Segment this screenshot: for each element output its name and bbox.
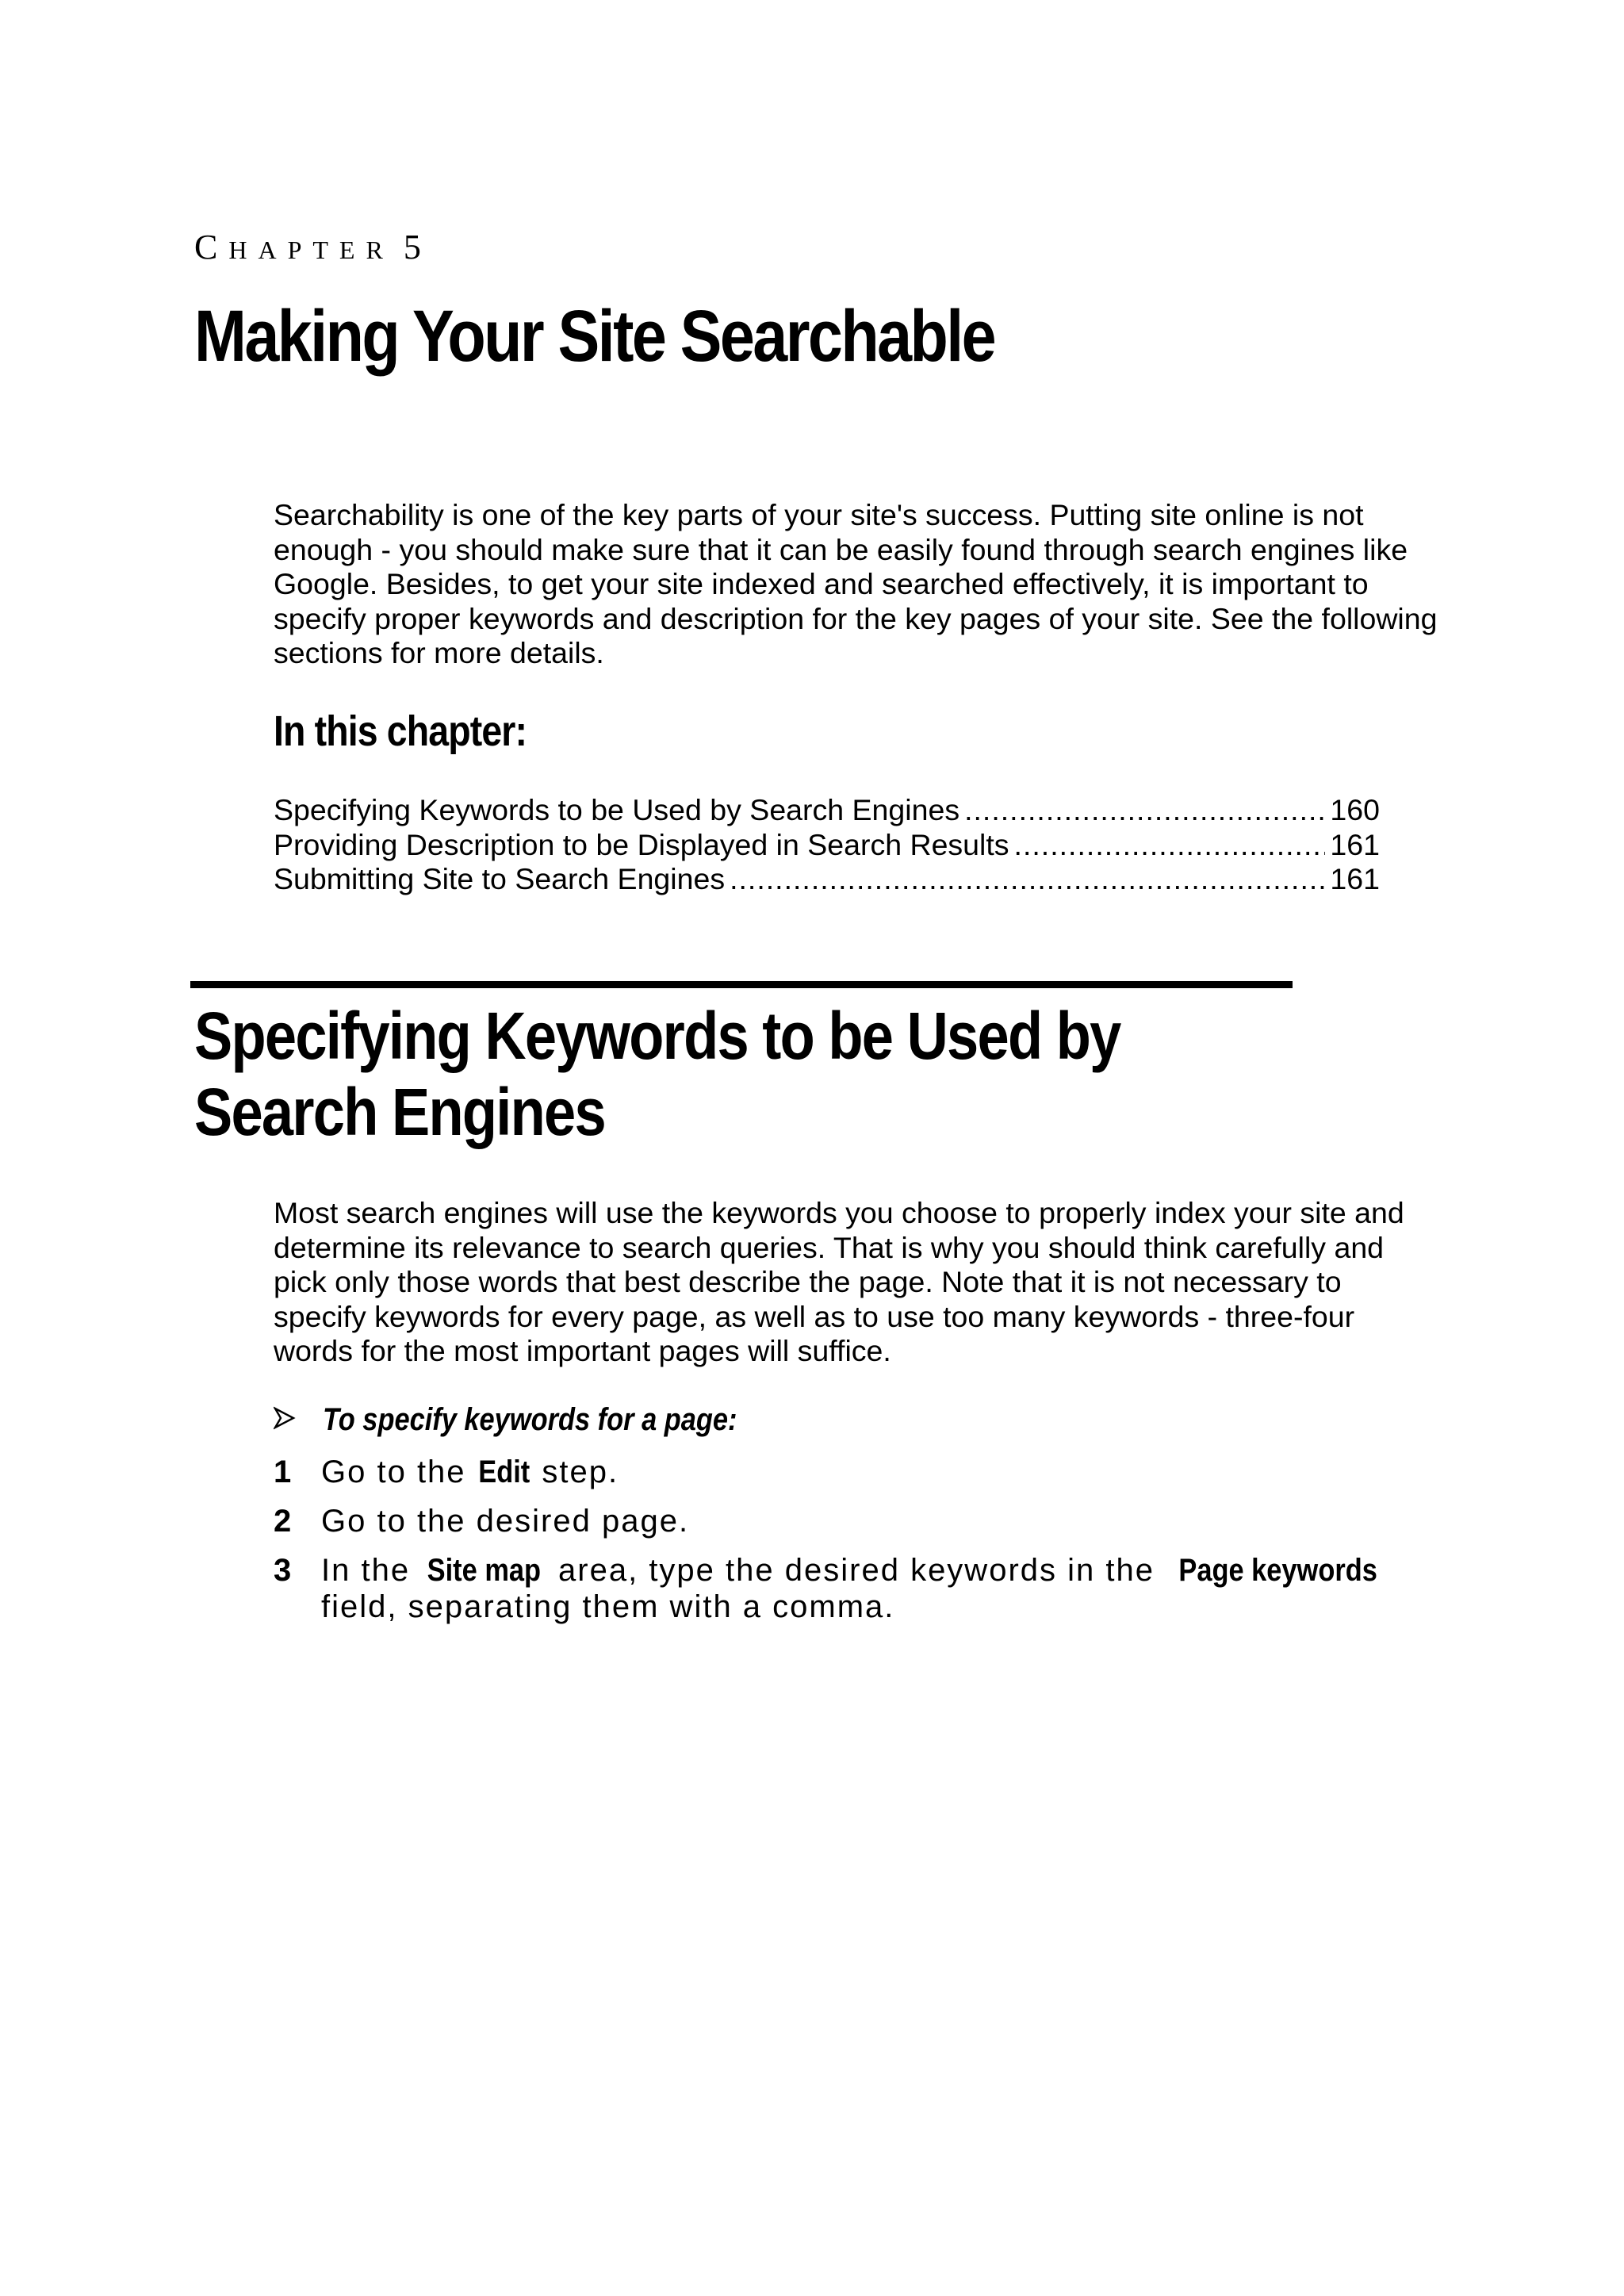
step-number: 2: [274, 1504, 292, 1539]
section-title-line1: Specifying Keywords to be Used by: [194, 999, 1120, 1073]
procedure-heading-text: To specify keywords for a page:: [323, 1402, 737, 1437]
section-paragraph: Most search engines will use the keywords you choose to properly index your site and determine its relevance to search queries. That is why you should think carefully and pick only those words that best describe the page. Note that it is not necessary to specify keywords for every page, as well as to use too many keywords - three-four words for the most important pages will suffice.: [274, 1196, 1404, 1367]
chapter-title: Making Your Site Searchable: [194, 296, 995, 377]
procedure-step: [274, 1552, 1463, 1625]
toc-entry[interactable]: [274, 828, 1380, 863]
toc-entry-page: 160: [1330, 793, 1380, 826]
arrowhead-icon: [274, 1404, 297, 1435]
procedure-step: [274, 1503, 1463, 1539]
step-number: 1: [274, 1455, 292, 1489]
procedure-heading: [274, 1404, 805, 1435]
toc-dot-leader: [1014, 828, 1326, 863]
step-text-after: field, separating them with a comma.: [321, 1589, 895, 1624]
toc-entry-title: Submitting Site to Search Engines: [274, 862, 726, 895]
in-this-chapter-heading: In this chapter:: [274, 707, 527, 755]
section-title-line2: Search Engines: [194, 1075, 605, 1149]
step-text-middle: area, type the desired keywords in the: [547, 1553, 1166, 1588]
ui-term-edit: Edit: [477, 1455, 530, 1489]
chapter-label-initial: C: [194, 228, 229, 266]
toc-entry-page: 161: [1330, 862, 1380, 895]
toc-entry-page: 161: [1330, 827, 1380, 861]
toc-entry[interactable]: [274, 793, 1380, 828]
step-text-after: step.: [531, 1455, 619, 1489]
chapter-label-rest: HAPTER: [228, 236, 394, 264]
chapter-number: 5: [403, 228, 432, 266]
ui-term-page-keywords: Page keywords: [1178, 1553, 1377, 1588]
toc-entry-title: Specifying Keywords to be Used by Search Engines: [274, 793, 960, 826]
step-text-before: In the: [321, 1553, 421, 1588]
chapter-toc: [274, 793, 1380, 897]
toc-dot-leader: [964, 793, 1325, 828]
procedure-steps: [274, 1454, 1463, 1638]
toc-entry[interactable]: [274, 862, 1380, 897]
ui-term-site-map: Site map: [427, 1553, 542, 1588]
toc-entry-title: Providing Description to be Displayed in Search Results: [274, 827, 1009, 861]
intro-paragraph: Searchability is one of the key parts of your site's success. Putting site online is not enough - you should make sure that it can be easily found through search engines like Google. Besides, to get your site indexed and searched effectively, it is important to specify proper keywords and description for the key pages of your site. See the following sections for more details.: [274, 498, 1438, 669]
step-text: Go to the desired page.: [321, 1504, 690, 1539]
toc-dot-leader: [730, 862, 1325, 897]
section-divider: [190, 981, 1293, 988]
step-number: 3: [274, 1553, 292, 1588]
step-text-before: Go to the: [321, 1455, 477, 1489]
chapter-label: [194, 230, 432, 265]
section-title: [194, 998, 1320, 1150]
procedure-step: [274, 1454, 1463, 1490]
